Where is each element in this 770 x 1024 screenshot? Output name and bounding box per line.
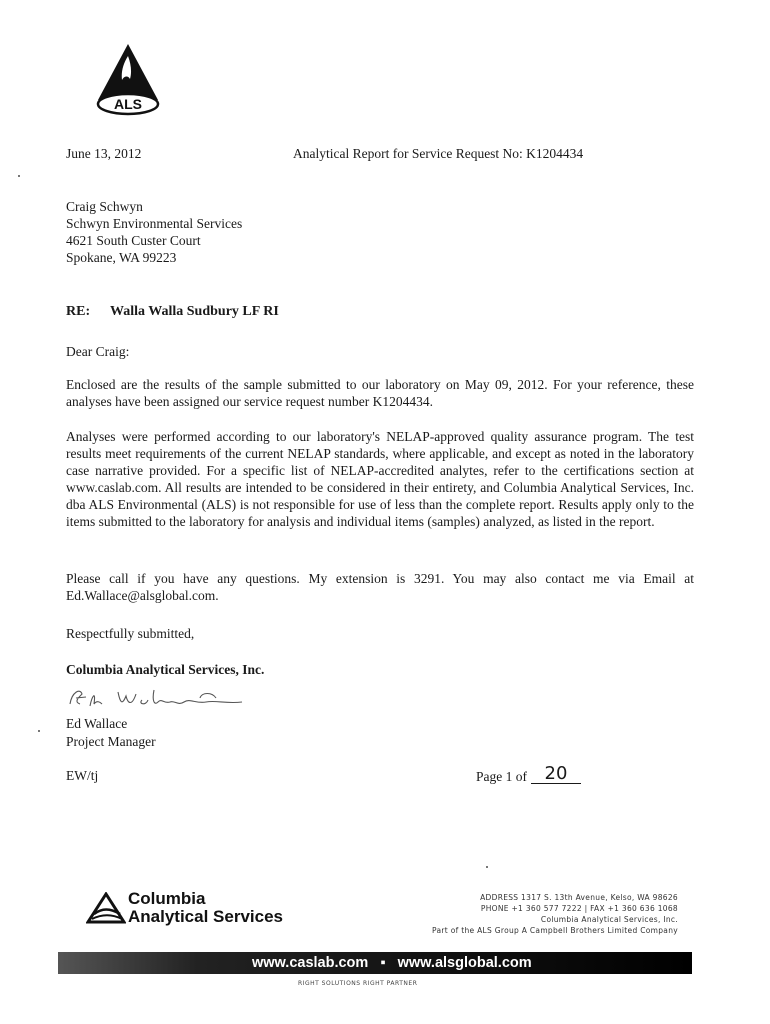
signer-title: Project Manager — [66, 734, 156, 749]
handwritten-signature — [66, 680, 266, 714]
body-paragraph-3: Please call if you have any questions. My extension is 3291. You may also contact me via Email at Ed.Wallace@alsglobal.com. — [66, 571, 694, 603]
cas-logo-icon — [86, 892, 126, 926]
body-paragraph-1: Enclosed are the results of the sample submitted to our laboratory on May 09, 2012. For your reference, these analyses have been assigned our service request number K1204434. — [66, 377, 694, 409]
scan-speck — [38, 730, 40, 732]
page-count — [476, 763, 581, 786]
recipient-address — [66, 198, 242, 266]
footer-company-name — [128, 890, 283, 926]
body-paragraph-2: Analyses were performed according to our laboratory's NELAP-approved quality assurance program. The test results meet requirements of the current NELAP standards, where applicable, and except as noted in the laboratory case narrative provided. For a specific list of NELAP-accredited analytes, refer to the certifications section at www.caslab.com. All results are intended to be considered in their entirety, and Columbia Analytical Services, Inc. dba ALS Environmental (ALS) is not responsible for use of less than the complete report. Results apply only to the items submitted to the laboratory for analysis and individual items (samples) analyzed, as listed in the report. — [66, 429, 694, 529]
footer-websites: www.caslab.com ▪ www.alsglobal.com — [252, 955, 532, 971]
re-subject: Walla Walla Sudbury LF RI — [110, 304, 279, 319]
recipient-company: Schwyn Environmental Services — [66, 216, 243, 231]
scan-speck — [18, 175, 20, 177]
typist-initials: EW/tj — [66, 768, 99, 783]
closing: Respectfully submitted, — [66, 626, 195, 641]
page-prefix: Page 1 of — [476, 769, 527, 784]
footer-contact — [432, 892, 678, 936]
recipient-name: Craig Schwyn — [66, 199, 143, 214]
report-reference: Analytical Report for Service Request No: K1204434 — [293, 146, 584, 161]
recipient-street: 4621 South Custer Court — [66, 233, 201, 248]
re-label: RE: — [66, 304, 91, 319]
footer-company-line1: Columbia — [128, 889, 206, 908]
page-total: 20 — [531, 765, 581, 784]
letter-date: June 13, 2012 — [66, 146, 142, 161]
footer-tagline: RIGHT SOLUTIONS RIGHT PARTNER — [298, 980, 418, 987]
footer-legal-2: Part of the ALS Group A Campbell Brothers Limited Company — [432, 926, 678, 935]
sender-company: Columbia Analytical Services, Inc. — [66, 662, 265, 677]
recipient-city: Spokane, WA 99223 — [66, 250, 177, 265]
footer-company-line2: Analytical Services — [128, 907, 283, 926]
signer-name: Ed Wallace — [66, 716, 128, 731]
als-logo — [88, 42, 168, 118]
scan-speck — [486, 866, 488, 868]
footer-address: ADDRESS 1317 S. 13th Avenue, Kelso, WA 98626 — [480, 893, 678, 902]
re-line — [66, 304, 279, 320]
footer-phone: PHONE +1 360 577 7222 | FAX +1 360 636 1068 — [480, 904, 678, 913]
greeting: Dear Craig: — [66, 344, 130, 359]
logo-text: ALS — [114, 96, 142, 112]
footer-legal-1: Columbia Analytical Services, Inc. — [540, 915, 678, 924]
